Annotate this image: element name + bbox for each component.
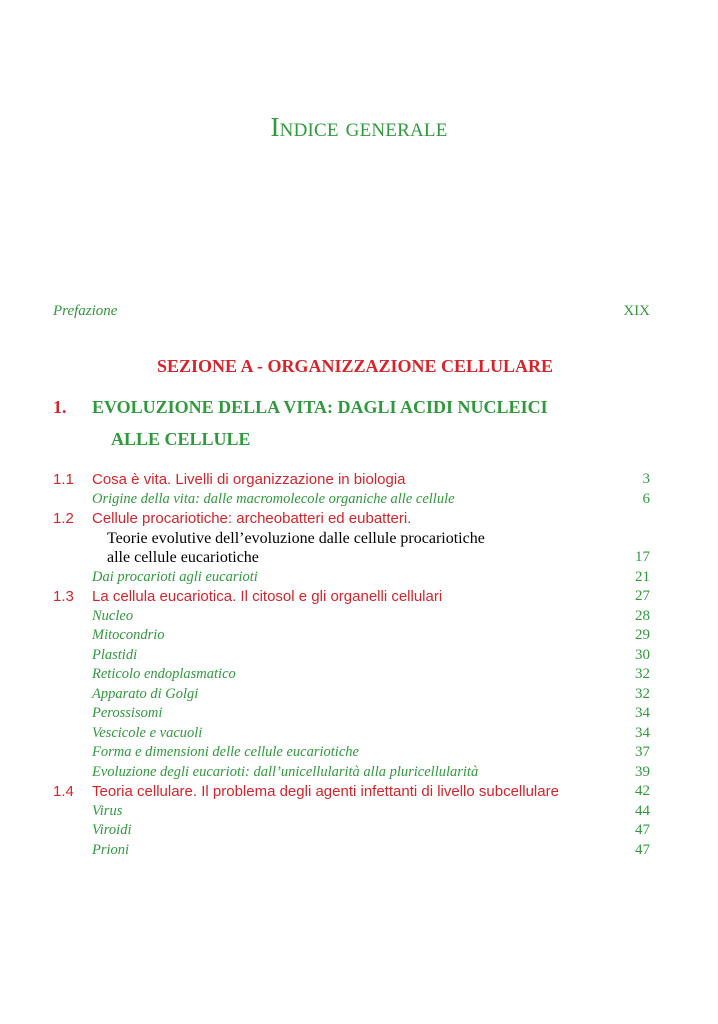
- preface-label: Prefazione: [53, 303, 118, 319]
- toc-section-entry: [53, 510, 650, 530]
- toc-entry: [53, 549, 650, 569]
- entry-page: 32: [635, 685, 650, 702]
- entry-title: Nucleo: [92, 607, 134, 624]
- entry-title: Viroidi: [92, 822, 132, 838]
- toc-entry: [53, 608, 650, 628]
- entry-title: Plastidi: [92, 646, 138, 663]
- toc-entry: [53, 725, 650, 745]
- entry-title: Apparato di Golgi: [92, 685, 199, 702]
- toc-entry: [53, 666, 650, 686]
- toc-entry: [53, 569, 650, 589]
- entry-number: 1.4: [53, 783, 74, 800]
- entry-title: La cellula eucariotica. Il citosol e gli organelli cellulari: [92, 588, 443, 605]
- toc-entry: [53, 627, 650, 647]
- entry-title: Evoluzione degli eucarioti: dall’unicellularità alla pluricellularità: [92, 763, 479, 780]
- entry-title: Cosa è vita. Livelli di organizzazione in biologia: [92, 471, 406, 488]
- entry-page: 28: [635, 607, 650, 624]
- entry-page: 6: [642, 490, 650, 507]
- toc-entry: [53, 744, 650, 764]
- entry-number: 1.2: [53, 510, 74, 527]
- toc-entry: [53, 647, 650, 667]
- toc-section-entry: [53, 783, 650, 803]
- entry-page: 3: [642, 471, 650, 487]
- toc-section-entry: [53, 471, 650, 491]
- entry-title: Vescicole e vacuoli: [92, 724, 203, 741]
- entry-page: 27: [635, 588, 650, 604]
- chapter-title-line2: ALLE CELLULE: [111, 429, 251, 449]
- entry-page: 37: [635, 744, 650, 760]
- entry-title: alle cellule eucariotiche: [107, 549, 259, 566]
- entry-page: 42: [635, 783, 650, 799]
- entry-title: Teoria cellulare. Il problema degli agenti infettanti di livello subcellulare: [92, 783, 559, 800]
- entry-page: 32: [635, 666, 650, 682]
- chapter-title-line1: EVOLUZIONE DELLA VITA: DAGLI ACIDI NUCLEICI: [92, 397, 548, 417]
- toc-entry: [53, 686, 650, 706]
- entry-title: Virus: [92, 802, 123, 819]
- entry-title: Perossisomi: [92, 705, 163, 721]
- entry-page: 17: [635, 549, 650, 565]
- entry-page: 47: [635, 841, 650, 858]
- entry-page: 47: [635, 822, 650, 838]
- toc-entry: [53, 530, 650, 550]
- entry-title: Forma e dimensioni delle cellule eucariotiche: [92, 744, 359, 760]
- entry-page: 34: [635, 724, 650, 741]
- entry-page: 39: [635, 763, 650, 780]
- entry-page: 44: [635, 802, 650, 819]
- entry-page: 29: [635, 627, 650, 643]
- entry-number: 1.3: [53, 588, 74, 605]
- toc-entry: [53, 822, 650, 842]
- entry-title: Reticolo endoplasmatico: [92, 666, 236, 682]
- toc-entry: [53, 764, 650, 784]
- entry-title: Dai procarioti agli eucarioti: [92, 568, 258, 585]
- preface-entry: [53, 303, 650, 320]
- entry-title: Prioni: [92, 841, 130, 858]
- toc-entry: [53, 491, 650, 511]
- chapter-number: 1.: [53, 397, 67, 417]
- entry-page: 21: [635, 568, 650, 585]
- toc-list: [53, 471, 650, 861]
- entry-page: 34: [635, 705, 650, 721]
- toc-entry: [53, 842, 650, 862]
- entry-number: 1.1: [53, 471, 74, 488]
- preface-page: XIX: [623, 303, 650, 319]
- entry-title: Origine della vita: dalle macromolecole organiche alle cellule: [92, 490, 455, 507]
- section-heading: SEZIONE A - ORGANIZZAZIONE CELLULARE: [156, 356, 554, 376]
- entry-title: Cellule procariotiche: archeobatteri ed eubatteri.: [92, 510, 412, 527]
- page-title: Indice generale: [270, 112, 448, 142]
- entry-title: Mitocondrio: [92, 627, 165, 643]
- entry-title: Teorie evolutive dell’evoluzione dalle cellule procariotiche: [107, 529, 485, 547]
- entry-page: 30: [635, 646, 650, 663]
- toc-section-entry: [53, 588, 650, 608]
- toc-entry: [53, 705, 650, 725]
- toc-entry: [53, 803, 650, 823]
